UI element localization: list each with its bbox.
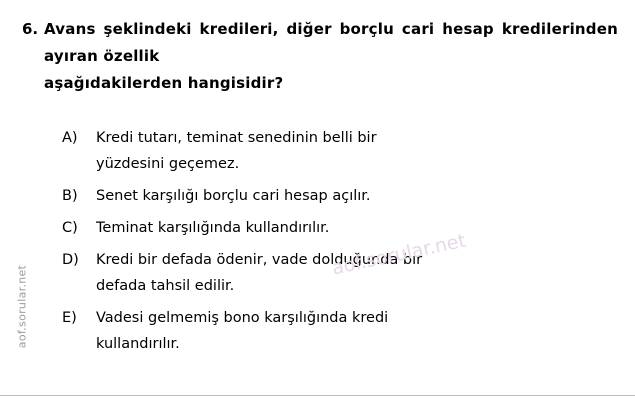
option-a-line-1: Kredi tutarı, teminat senedinin belli bir [96,130,377,146]
option-a-letter: A) [62,130,78,146]
center-watermark: aof.sorular.net [330,229,468,280]
question-block [18,16,618,97]
option-a[interactable] [62,125,607,177]
option-d-line-1: Kredi bir defada ödenir, vade dolduğunda bir [96,252,423,268]
option-b-letter: B) [62,188,78,204]
option-b-text [96,183,607,209]
option-d-text [96,247,607,299]
option-e[interactable] [62,305,607,357]
option-a-line-2: yüzdesini geçemez. [96,156,240,172]
option-c[interactable] [62,215,607,241]
options-list [62,125,607,363]
bottom-divider [0,395,635,396]
option-e-line-2: kullandırılır. [96,336,180,352]
option-d-line-2: defada tahsil edilir. [96,278,235,294]
option-c-letter: C) [62,220,78,236]
question-line-1: Avans şeklindeki kredileri, diğer borçlu cari [44,20,435,38]
question-text [44,16,618,97]
option-b[interactable] [62,183,607,209]
question-line-3: aşağıdakilerden hangisidir? [44,74,284,92]
option-e-line-1: Vadesi gelmemiş bono karşılığında kredi [96,310,389,326]
option-c-text [96,215,607,241]
question-line-2: hesap kredilerinden ayıran özellik [44,20,618,65]
option-e-text [96,305,607,357]
option-e-letter: E) [62,310,77,326]
option-d-letter: D) [62,252,79,268]
option-a-text [96,125,607,177]
option-b-line-1: Senet karşılığı borçlu cari hesap açılır. [96,188,371,204]
question-number: 6. [22,20,39,38]
option-d[interactable] [62,247,607,299]
option-c-line-1: Teminat karşılığında kullandırılır. [96,220,330,236]
side-watermark: aof.sorular.net [15,264,29,349]
